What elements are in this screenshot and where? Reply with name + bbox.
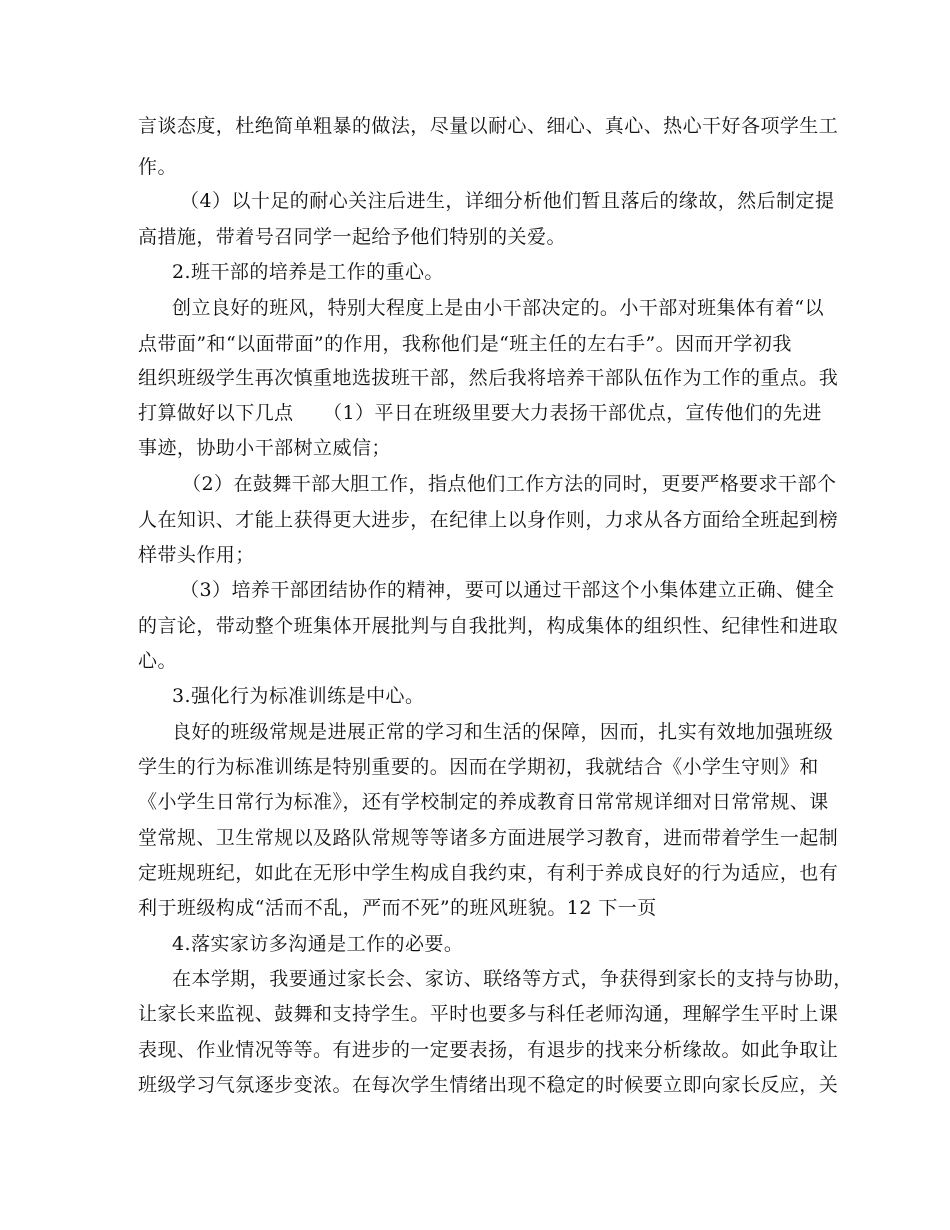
body-text-line: （3）培养干部团结协作的精神，要可以通过干部这个小集体建立正确、健全 (180, 579, 835, 601)
body-text-line: 事迹，协助小干部树立威信； (138, 437, 391, 459)
body-text-line: 学生的行为标准训练是特别重要的。因而在学期初，我就结合《小学生守则》和 (138, 756, 819, 778)
body-text-line: 班级学习气氛逐步变浓。在每次学生情绪出现不稳定的时候要立即向家长反应，关 (138, 1074, 839, 1096)
body-text-line: 良好的班级常规是进展正常的学习和生活的保障，因而，扎实有效地加强班级 (172, 721, 834, 743)
body-text-line: 定班规班纪，如此在无形中学生构成自我约束，有利于养成良好的行为适应，也有 (138, 862, 839, 884)
body-text-line: 打算做好以下几点 （1）平日在班级里要大力表扬干部优点，宣传他们的先进 (138, 402, 822, 424)
body-text-line: 组织班级学生再次慎重地选拔班干部，然后我将培养干部队伍作为工作的重点。我 (138, 367, 839, 389)
body-text-line: （4）以十足的耐心关注后进生，详细分析他们暂且落后的缘故，然后制定提 (180, 190, 835, 212)
section-heading: 3.强化行为标准训练是中心。 (172, 685, 425, 707)
section-heading: 4.落实家访多沟通是工作的必要。 (172, 933, 464, 955)
body-text-line: 样带头作用； (138, 544, 255, 566)
body-text-line: 在本学期，我要通过家长会、家访、联络等方式，争获得到家长的支持与协助， (172, 968, 853, 990)
body-text-line: 堂常规、卫生常规以及路队常规等等诸多方面进展学习教育，进而带着学生一起制 (138, 827, 839, 849)
body-text-line: 让家长来监视、鼓舞和支持学生。平时也要多与科任老师沟通，理解学生平时上课 (138, 1003, 839, 1025)
body-text-line: 利于班级构成“活而不乱，严而不死”的班风班貌。12 下一页 (138, 897, 657, 919)
body-text-line: 《小学生日常行为标准》，还有学校制定的养成教育日常常规详细对日常常规、课 (138, 791, 829, 813)
body-text-line: 言谈态度，杜绝简单粗暴的做法，尽量以耐心、细心、真心、热心干好各项学生工 (138, 115, 839, 137)
body-text-line: 人在知识、才能上获得更大进步，在纪律上以身作则，力求从各方面给全班起到榜 (138, 509, 839, 531)
body-text-line: 心。 (138, 650, 177, 672)
body-text-line: 创立良好的班风，特别大程度上是由小干部决定的。小干部对班集体有着“以 (172, 297, 825, 319)
body-text-line: 表现、作业情况等等。有进步的一定要表扬，有退步的找来分析缘故。如此争取让 (138, 1039, 839, 1061)
section-heading: 2.班干部的培养是工作的重心。 (172, 261, 444, 283)
body-text-line: 作。 (138, 156, 177, 178)
body-text-line: 高措施，带着号召同学一起给予他们特别的关爱。 (138, 226, 566, 248)
body-text-line: 的言论，带动整个班集体开展批判与自我批判，构成集体的组织性、纪律性和进取 (138, 615, 839, 637)
body-text-line: （2）在鼓舞干部大胆工作，指点他们工作方法的同时，更要严格要求干部个 (182, 473, 837, 495)
body-text-line: 点带面”和“以面带面”的作用，我称他们是“班主任的左右手”。因而开学初我 (138, 333, 792, 355)
